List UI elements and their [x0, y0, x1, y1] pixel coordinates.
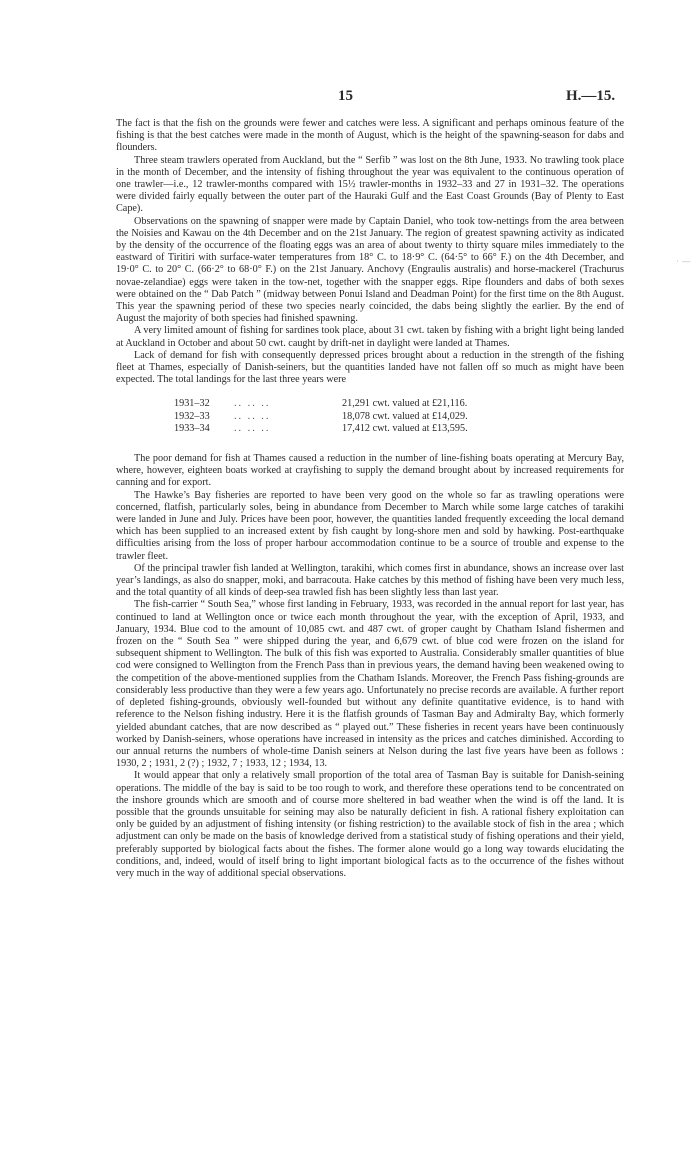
landings-value: 18,078 cwt. valued at £14,029.: [342, 410, 468, 422]
page-header: [0, 88, 700, 108]
paragraph: A very limited amount of fishing for sardines took place, about 31 cwt. taken by fishing with a bright light being landed at Auckland in October and about 50 cwt. caught by drift-net in daylight were landed at Thames.: [116, 325, 624, 349]
landings-value: 17,412 cwt. valued at £13,595.: [342, 422, 468, 434]
landings-year: 1931–32: [174, 398, 210, 410]
paragraph: Of the principal trawler fish landed at Wellington, tarakihi, which comes first in abundance, shows an increase over last year’s landings, as also do snapper, moki, and barracouta. Hake catches by this method of fishing have been very much less, and the total quantity of all kinds of deep-sea trawled fish has been slightly less than last year.: [116, 562, 624, 599]
landings-value: 21,291 cwt. valued at £21,116.: [342, 398, 468, 410]
landings-year: 1932–33: [174, 410, 210, 422]
paragraph: It would appear that only a relatively small proportion of the total area of Tasman Bay is suitable for Danish-seining operations. The middle of the bay is said to be too rough to work, and therefore these operations tend to be concentrated on the inshore grounds which are smooth and of course more sheltered in bad weather when the wind is off the land. It is possible that the grounds unsuitable for seining may also be naturally deficient in fish. A rational fishery exploitation can only be guided by an adjustment of fishing intensity (or fishing restriction) to the available stock of fish in the area ; which adjustment can only be made on the basis of knowledge derived from a statistical study of fishing operations and their yield, preferably supported by biological facts about the fishes. The former alone would go a long way towards elucidating the conditions, and, indeed, would of itself bring to light important biological facts as to the occurrence of the fishes without very much in the way of additional special observations.: [116, 770, 624, 879]
paragraph: Lack of demand for fish with consequently depressed prices brought about a reduction in the strength of the fishing fleet at Thames, especially of Danish-seiners, but the quantities landed have not fallen off so much as might have been expected. The total landings for the last three years were: [116, 349, 624, 386]
paragraph: The fish-carrier “ South Sea,” whose first landing in February, 1933, was recorded in the annual report for last year, has continued to land at Wellington once or twice each month throughout the year, with the exception of April, 1933, and January, 1934. Blue cod to the amount of 10,085 cwt. and 487 cwt. of groper caught by Chatham Island fishermen and frozen on the “ South Sea ” were shipped during the year, and 6,679 cwt. of blue cod were frozen on the island for subsequent shipment to Wellington. The bulk of this fish was exported to Australia. Considerably smaller quantities of blue cod were consigned to Wellington from the French Pass than in previous years, the demand having been weakened owing to the competition of the above-mentioned supplies from the Chatham Islands. Moreover, the French Pass fishing-grounds are considerably less productive than they were a few years ago. Unfortunately no precise records are available. A further report of depleted fishing-grounds, obviously well-founded but without any definite quantitative evidence, is to hand with reference to the Nelson fishing industry. Here it is the flatfish grounds of Tasman Bay and Admiralty Bay, which formerly yielded abundant catches, that are now described as “ played out.” These fisheries in recent years have been continuously worked by Danish-seiners, whose operations have increased in intensity as the prices and catches diminished. According to our annual returns the numbers of whole-time Danish seiners at Nelson during the last five years have been as follows : 1930, 2 ; 1931, 2 (?) ; 1932, 7 ; 1933, 12 ; 1934, 13.: [116, 599, 624, 770]
landings-year: 1933–34: [174, 422, 210, 434]
paragraph: Three steam trawlers operated from Auckland, but the “ Serfib ” was lost on the 8th June, 1933. No trawling took place in the month of December, and the intensity of fishing throughout the year was equivalent to the continuous operation of one trawler—i.e., 12 trawler-months compared with 15½ trawler-months in 1932–33 and 27 in 1931–32. The operations were divided fairly equally between the outer part of the Hauraki Gulf and the East Coast Grounds (Bay of Plenty to East Cape).: [116, 154, 624, 215]
leader-dots: .. .. ..: [234, 422, 271, 434]
paragraph: The Hawke’s Bay fisheries are reported to have been very good on the whole so far as trawling operations were concerned, flatfish, particularly soles, being in abundance from December to March while some large catches of tarakihi were landed in June and July. Prices have been poor, however, the quantities landed frequently exceeding the local demand which has been supplied to an increased extent by fish caught by long-shore men and sold by hawking. Post-earthquake difficulties arising from the loss of proper harbour accommodation continue to be a source of trouble and expense to the trawler fleet.: [116, 489, 624, 562]
paragraph: The fact is that the fish on the grounds were fewer and catches were less. A significant and perhaps ominous feature of the fishing is that the best catches were made in the month of August, which is the height of the spawning-season for dabs and flounders.: [116, 118, 624, 154]
margin-mark: · —: [676, 257, 691, 267]
landings-row: [174, 411, 624, 423]
landings-row: [174, 398, 624, 410]
leader-dots: .. .. ..: [234, 398, 271, 410]
page-number: 15: [338, 88, 353, 104]
document-reference: H.—15.: [566, 88, 616, 104]
leader-dots: .. .. ..: [234, 410, 271, 422]
paragraph: Observations on the spawning of snapper were made by Captain Daniel, who took tow-nettings from the area between the Noisies and Kawau on the 4th December and on the 21st January. The region of greatest spawning activity as indicated by the density of the occurrence of the floating eggs was an area of about twenty to thirty square miles immediately to the eastward of Tiritiri with surface-water temperatures from 18° C. to 18·9° C. (64·5° to 66° F.) on the 4th December, and 19·0° C. to 20° C. (66·2° to 68·0° F.) on the 21st January. Anchovy (Engraulis australis) and horse-mackerel (Trachurus novae-zelandiae) eggs were taken in the tow-net, together with the snapper eggs. Ripe flounders and dabs of both sexes were obtained on the “ Dab Patch ” (midway between Ponui Island and Deadman Point) for the first time on the 8th August. This year the spawning period of these two species nearly coincided, the dabs being slightly the earlier. By the end of August the majority of both species had finished spawning.: [116, 215, 624, 325]
body-text: [116, 118, 624, 880]
landings-table: [174, 398, 624, 435]
landings-row: [174, 423, 624, 435]
paragraph: The poor demand for fish at Thames caused a reduction in the number of line-fishing boats operating at Mercury Bay, where, however, eighteen boats worked at crayfishing to supply the demand brought about by increased requirements for canning and for export.: [116, 453, 624, 489]
